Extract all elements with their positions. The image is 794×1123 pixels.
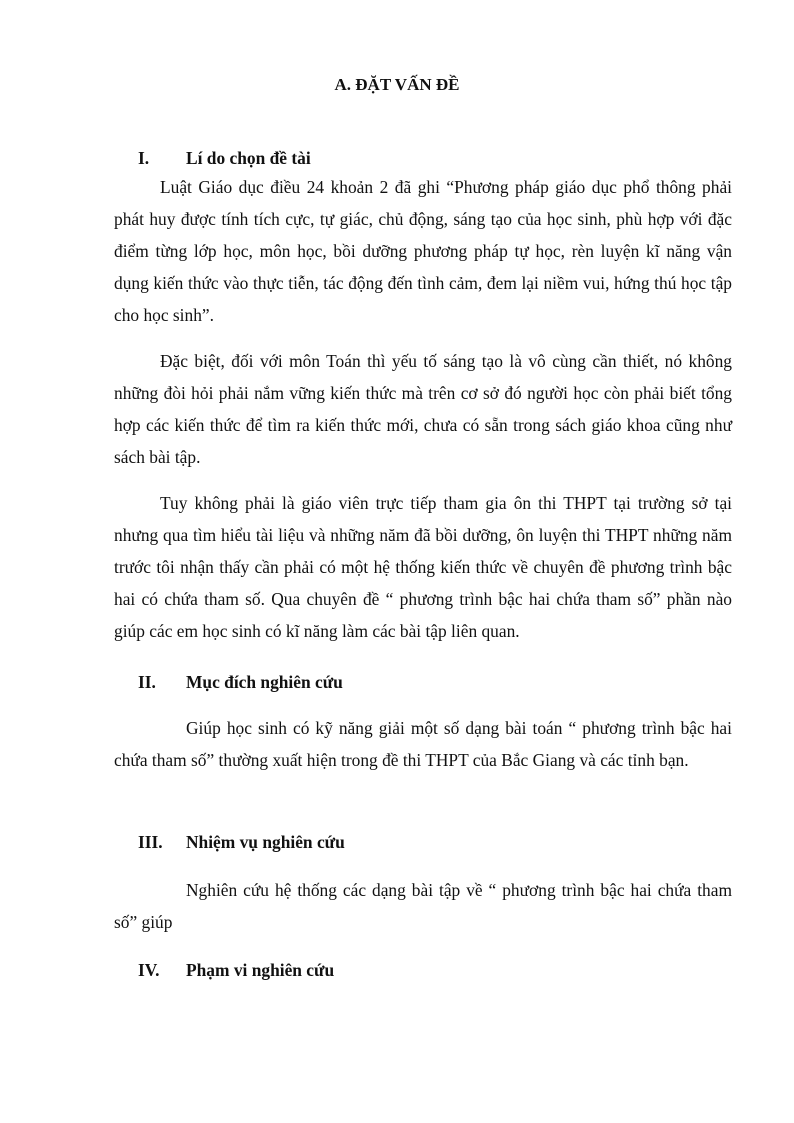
paragraph: Giúp học sinh có kỹ năng giải một số dạng bài toán “ phương trình bậc hai chứa tham số” thường xuất hiện trong đề thi THPT của Bắc Giang và các tỉnh bạn. bbox=[114, 718, 732, 770]
section-number: III. bbox=[138, 832, 163, 852]
section-heading-3 bbox=[138, 830, 345, 854]
section-heading-4 bbox=[138, 958, 334, 982]
section-number: I. bbox=[138, 148, 150, 168]
paragraph: Đặc biệt, đối với môn Toán thì yếu tố sáng tạo là vô cùng cần thiết, nó không những đòi hỏi phải nắm vững kiến thức mà trên cơ sở đó người học còn phải biết tổng hợp các kiến thức để tìm ra kiến thức mới, chưa có sẵn trong sách giáo khoa cũng như sách bài tập. bbox=[114, 351, 732, 467]
section-title: Nhiệm vụ nghiên cứu bbox=[186, 832, 345, 852]
paragraph: Tuy không phải là giáo viên trực tiếp tham gia ôn thi THPT tại trường sở tại nhưng qua tìm hiểu tài liệu và những năm đã bồi dưỡng, ôn luyện thi THPT những năm trước tôi nhận thấy cần phải có một hệ thống kiến thức về chuyên đề phương trình bậc hai có chứa tham số. Qua chuyên đề “ phương trình bậc hai chứa tham số” phần nào giúp các em học sinh có kĩ năng làm các bài tập liên quan. bbox=[114, 493, 732, 641]
section-title: Lí do chọn đề tài bbox=[186, 148, 311, 168]
section-number: IV. bbox=[138, 960, 160, 980]
paragraph: Nghiên cứu hệ thống các dạng bài tập về “ phương trình bậc hai chứa tham số” giúp bbox=[114, 880, 732, 932]
document-title: A. ĐẶT VẤN ĐỀ bbox=[334, 75, 460, 94]
section-number: II. bbox=[138, 672, 156, 692]
paragraph: Luật Giáo dục điều 24 khoản 2 đã ghi “Phương pháp giáo dục phổ thông phải phát huy được tính tích cực, tự giác, chủ động, sáng tạo của học sinh, phù hợp với đặc điểm từng lớp học, môn học, bồi dưỡng phương pháp tự học, rèn luyện kĩ năng vận dụng kiến thức vào thực tiễn, tác động đến tình cảm, đem lại niềm vui, hứng thú học tập cho học sinh”. bbox=[114, 177, 732, 325]
section-title: Mục đích nghiên cứu bbox=[186, 672, 343, 692]
section-heading-1 bbox=[138, 146, 311, 170]
section-title: Phạm vi nghiên cứu bbox=[186, 960, 335, 980]
section-heading-2 bbox=[138, 670, 343, 694]
